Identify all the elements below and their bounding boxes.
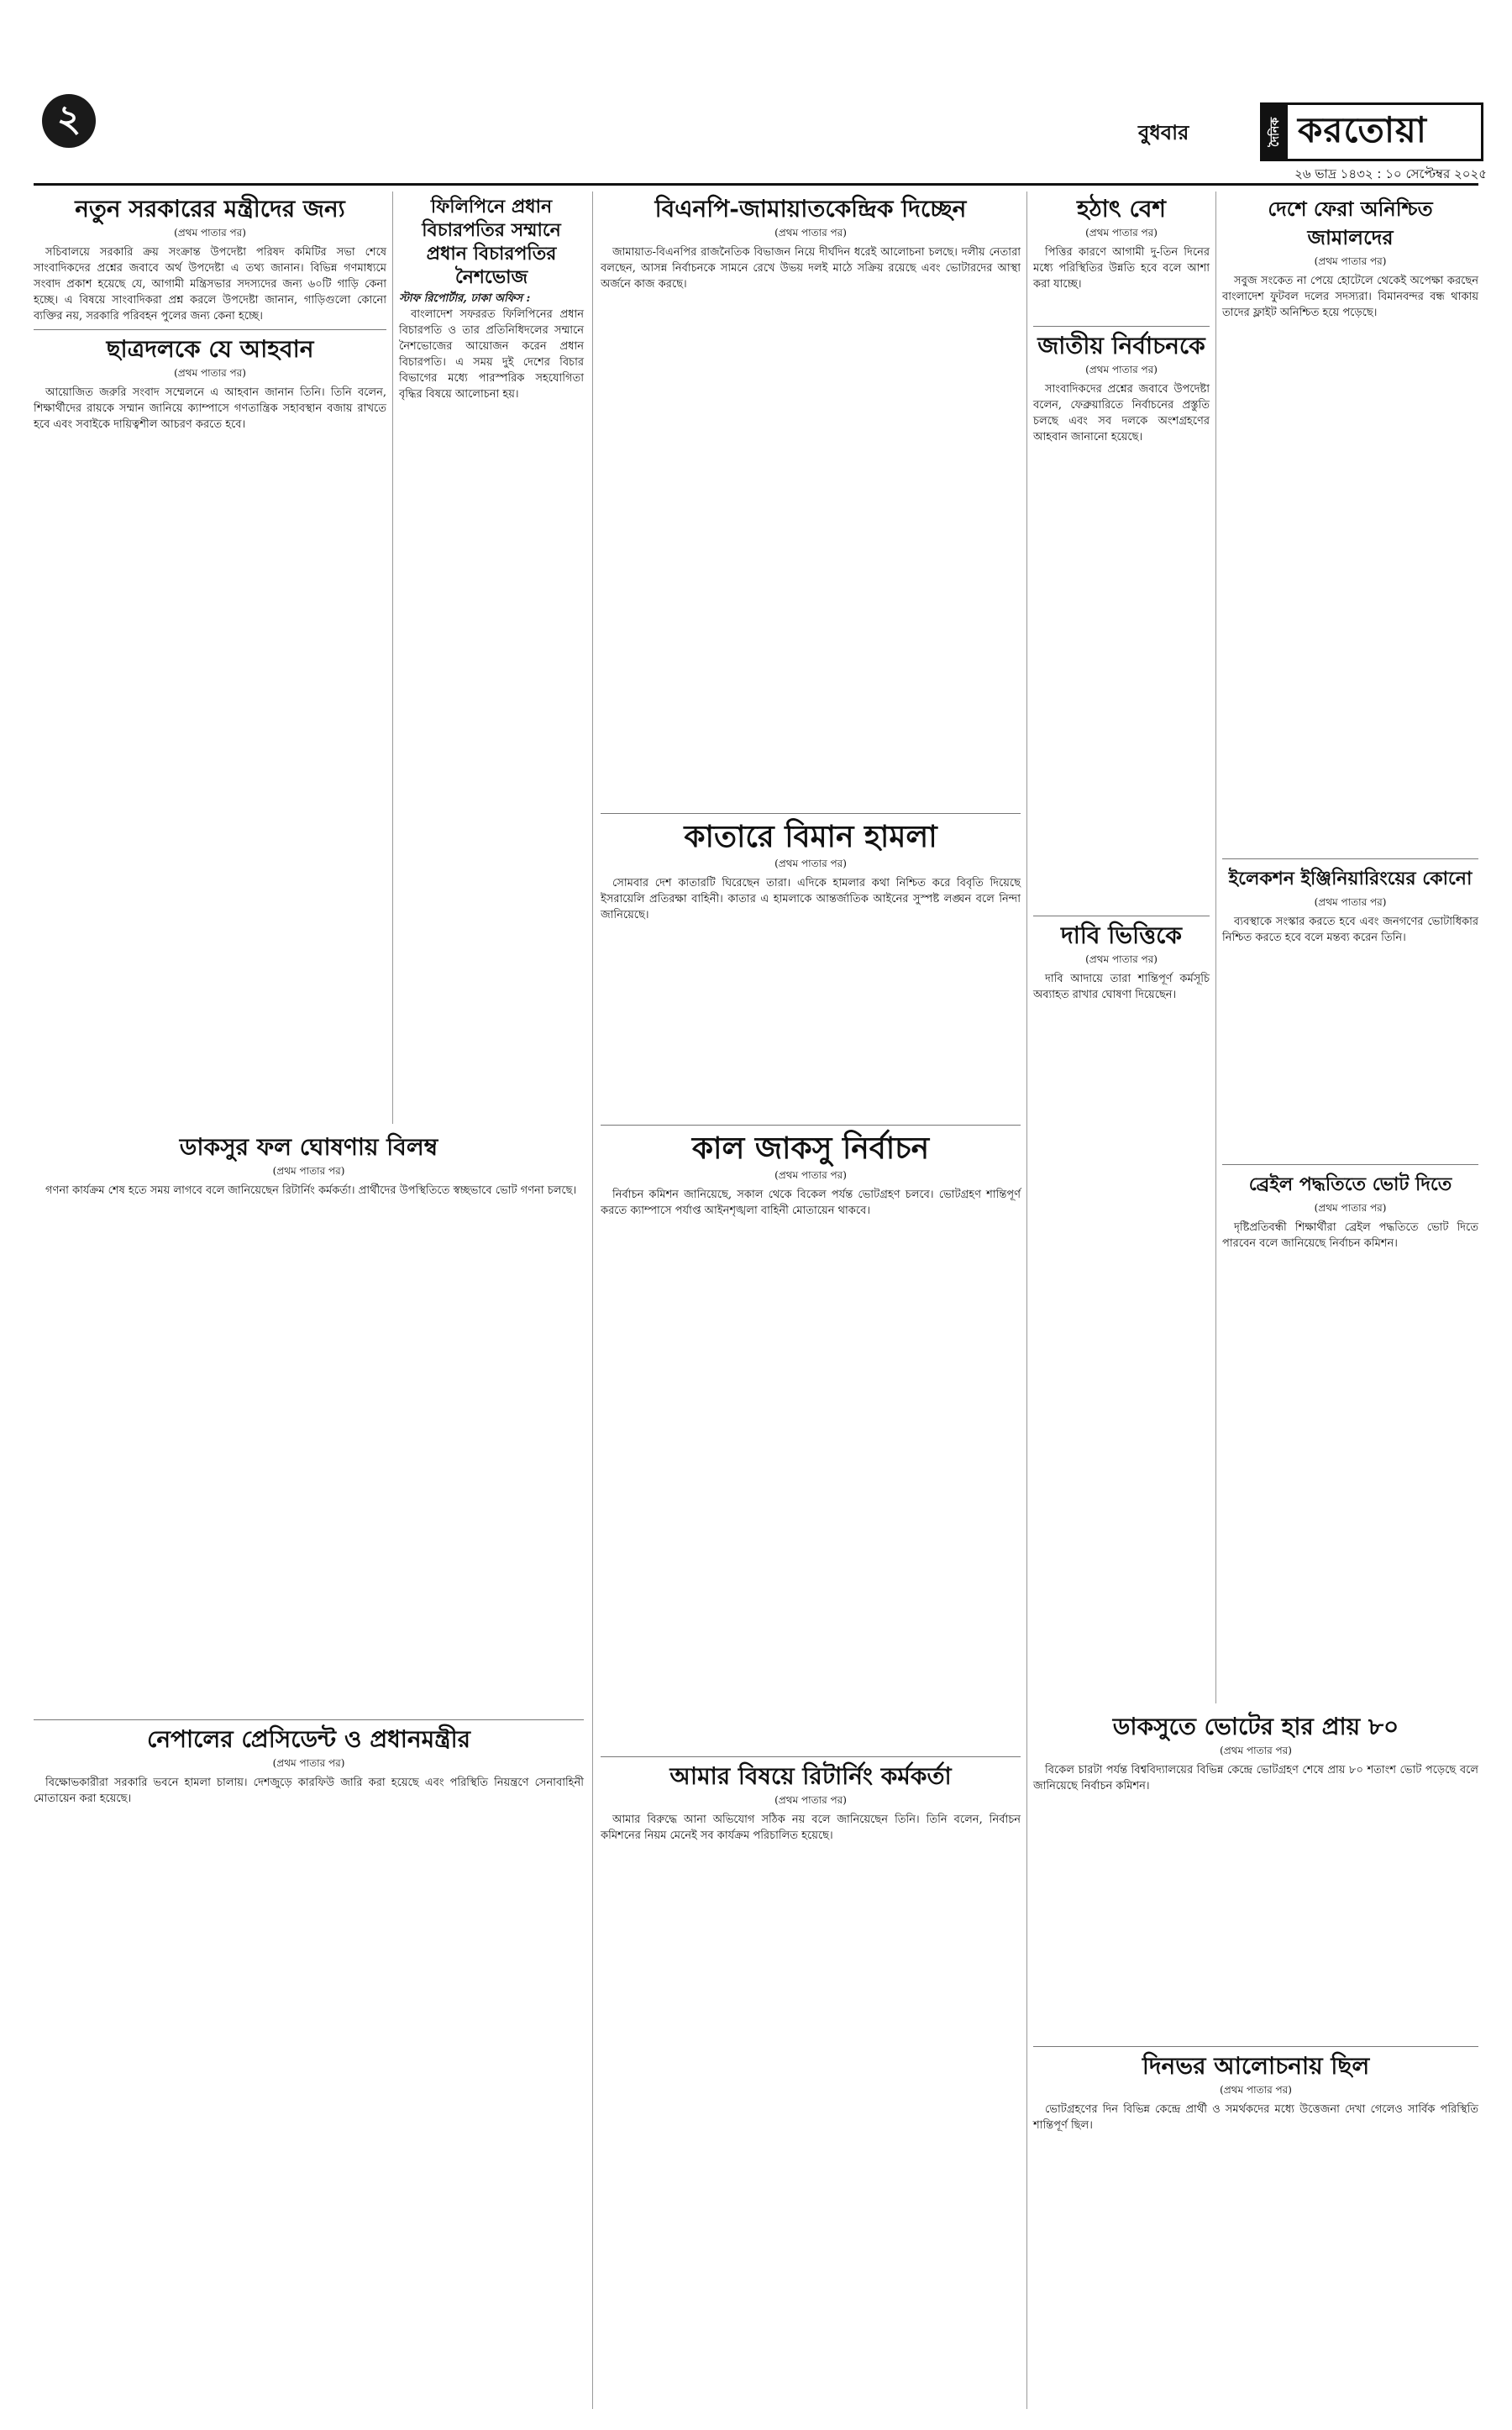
article-body: আয়োজিত জরুরি সংবাদ সম্মেলনে এ আহবান জানান তিনি। তিনি বলেন, শিক্ষার্থীদের রায়কে সম্মান জানিয়ে ক্যাম্পাসে গণতান্ত্রিক সহাবস্থান বজায় রাখতে হবে এবং সবাইকে দায়িত্বশীল আচরণ করতে হবে। (34, 386, 386, 431)
headline: ছাত্রদলকে যে আহবান (106, 335, 314, 363)
headline: কাল জাকসু নির্বাচন (691, 1131, 930, 1166)
continued-label: (প্রথম পাতার পর) (272, 1757, 345, 1769)
article-return-home (1222, 195, 1478, 321)
headline: বিএনপি-জামায়াতকেন্দ্রিক দিচ্ছেন (654, 195, 967, 223)
continued-label: (প্রথম পাতার পর) (774, 1169, 847, 1181)
article-body: পিত্তির কারণে আগামী দু-তিন দিনের মধ্যে পরিস্থিতির উন্নতি হবে বলে আশা করা যাচ্ছে। (1033, 246, 1210, 291)
logo-title: করতোয়া (1298, 108, 1427, 150)
continued-label: (প্রথম পাতার পর) (774, 858, 847, 869)
article-returning-officer (601, 1762, 1021, 1844)
headline: হঠাৎ বেশ (1076, 195, 1167, 223)
headline: জাতীয় নির্বাচনকে (1037, 332, 1205, 360)
column-2 (399, 192, 584, 404)
lower-right-block (1033, 1709, 1478, 2135)
article-body: বিকেল চারটা পর্যন্ত বিশ্ববিদ্যালয়ের বিভিন্ন কেন্দ্রে ভোটগ্রহণ শেষে প্রায় ৮০ শতাংশ ভোট পড়েছে বলে জানিয়েছে নির্বাচন কমিশন। (1033, 1764, 1478, 1792)
masthead-rule (34, 183, 1478, 186)
article-body: সবুজ সংকেত না পেয়ে হোটেলে থেকেই অপেক্ষা করছেন বাংলাদেশ ফুটবল দলের সদস্যরা। বিমানবন্দর বন্ধ থাকায় তাদের ফ্লাইট অনিশ্চিত হয়ে পড়েছে। (1222, 275, 1478, 319)
article-hothat (1033, 195, 1210, 292)
continued-label: (প্রথম পাতার পর) (1220, 1745, 1292, 1756)
article-engineering (1222, 864, 1478, 946)
column-middle (601, 192, 1021, 1845)
article-body: গণনা কার্যক্রম শেষ হতে সময় লাগবে বলে জানিয়েছেন রিটার্নিং কর্মকর্তা। প্রার্থীদের উপস্থিতিতে স্বচ্ছভাবে ভোট গণনা চলছে। (45, 1184, 577, 1197)
continued-label: (প্রথম পাতার পর) (1085, 227, 1158, 239)
article-students (34, 335, 386, 433)
headline: ডাকসুতে ভোটের হার প্রায় ৮০ (1112, 1713, 1399, 1740)
article-body: আমার বিরুদ্ধে আনা অভিযোগ সঠিক নয় বলে জানিয়েছেন তিনি। তিনি বলেন, নির্বাচন কমিশনের নিয়ম মেনেই সব কার্যক্রম পরিচালিত হয়েছে। (601, 1813, 1021, 1842)
article-body: সচিবালয়ে সরকারি ক্রয় সংক্রান্ত উপদেষ্টা পরিষদ কমিটির সভা শেষে সাংবাদিকদের প্রশ্নের জবাবে অর্থ উপদেষ্টা এ তথ্য জানান। বিভিন্ন গণমাধ্যমে সংবাদ প্রকাশ হয়েছে যে, আগামী মন্ত্রিসভার সদস্যদের জন্য ৬০টি গাড়ি কেনা হচ্ছে। এ বিষয়ে সাংবাদিকরা প্রশ্ন করলে উপদেষ্টা জানান, গাড়িগুলো কোনো ব্যক্তির নয়, সরকারি পরিবহন পুলের জন্য কেনা হচ্ছে। (34, 246, 386, 323)
headline: দিনভর আলোচনায় ছিল (1142, 2052, 1370, 2080)
headline: কাতারে বিমান হামলা (684, 819, 937, 854)
article-body: দৃষ্টিপ্রতিবন্ধী শিক্ষার্থীরা ব্রেইল পদ্ধতিতে ভোট দিতে পারবেন বলে জানিয়েছে নির্বাচন কমিশন। (1222, 1221, 1478, 1250)
article-body: ব্যবস্থাকে সংস্কার করতে হবে এবং জনগণের ভোটাধিকার নিশ্চিত করতে হবে বলে মন্তব্য করেন তিনি। (1222, 916, 1478, 944)
column-1 (34, 192, 386, 434)
headline: নেপালের প্রেসিডেন্ট ও প্রধানমন্ত্রীর (146, 1725, 471, 1753)
continued-label: (প্রথম পাতার পর) (1085, 364, 1158, 375)
article-body: দাবি আদায়ে তারা শান্তিপূর্ণ কর্মসূচি অব্যাহত রাখার ঘোষণা দিয়েছেন। (1033, 973, 1210, 1001)
article-national-election (1033, 332, 1210, 445)
article-body: বাংলাদেশ সফররত ফিলিপিনের প্রধান বিচারপতি ও তার প্রতিনিধিদলের সম্মানে নৈশভোজের আয়োজন করেন প্রধান বিচারপতি। এ সময় দুই দেশের বিচার বিভাগের মধ্যে পারস্পরিক সহযোগিতা বৃদ্ধির বিষয়ে আলোচনা হয়। (399, 308, 584, 401)
continued-label: (প্রথম পাতার পর) (272, 1165, 345, 1177)
article-ducsu-result (34, 1133, 584, 1199)
continued-label: (প্রথম পাতার পর) (1314, 896, 1387, 908)
headline: ডাকসুর ফল ঘোষণায় বিলম্ব (179, 1133, 438, 1161)
article-ministers (34, 195, 386, 324)
article-body: বিক্ষোভকারীরা সরকারি ভবনে হামলা চালায়। দেশজুড়ে কারফিউ জারি করা হয়েছে এবং পরিস্থিতি নিয়ন্ত্রণে সেনাবাহিনী মোতায়েন করা হয়েছে। (34, 1777, 584, 1805)
article-body: সোমবার দেশ কাতারটি ঘিরেছেন তারা। এদিকে হামলার কথা নিশ্চিত করে বিবৃতি দিয়েছে ইসরায়েলি প্রতিরক্ষা বাহিনী। কাতার এ হামলাকে আন্তর্জাতিক আইনের সুস্পষ্ট লঙ্ঘন বলে নিন্দা জানিয়েছে। (601, 877, 1021, 921)
headline: ইলেকশন ইঞ্জিনিয়ারিংয়ের কোনো (1228, 868, 1473, 890)
article-body: জামায়াত-বিএনপির রাজনৈতিক বিভাজন নিয়ে দীর্ঘদিন ধরেই আলোচনা চলছে। দলীয় নেতারা বলছেন, আসন্ন নির্বাচনকে সামনে রেখে উভয় দলই মাঠে সক্রিয় রয়েছে এবং ভোটারদের আস্থা অর্জনে কাজ করছে। (601, 246, 1021, 291)
continued-label: (প্রথম পাতার পর) (1085, 953, 1158, 965)
column-right (1222, 192, 1478, 1253)
article-body: সাংবাদিকদের প্রশ্নের জবাবে উপদেষ্টা বলেন, ফেব্রুয়ারিতে নির্বাচনের প্রস্তুতি চলছে এবং সব দলকে অংশগ্রহণের আহবান জানানো হয়েছে। (1033, 383, 1210, 443)
article-nepal (34, 1725, 584, 1807)
article-body: নির্বাচন কমিশন জানিয়েছে, সকাল থেকে বিকেল পর্যন্ত ভোটগ্রহণ চলবে। ভোটগ্রহণ শান্তিপূর্ণ করতে ক্যাম্পাসে পর্যাপ্ত আইনশৃঙ্খলা বাহিনী মোতায়েন থাকবে। (601, 1189, 1021, 1217)
article-philippines (399, 195, 584, 402)
column-right-center (1033, 192, 1210, 1005)
continued-label: (প্রথম পাতার পর) (774, 227, 847, 239)
headline: দাবি ভিত্তিকে (1061, 921, 1182, 949)
article-braille (1222, 1170, 1478, 1252)
article-qatar (601, 819, 1021, 923)
headline: ফিলিপিনে প্রধান বিচারপতির সম্মানে প্রধান বিচারপতির নৈশভোজ (422, 196, 561, 288)
lower-left-block (34, 1130, 584, 1808)
article-demand (1033, 921, 1210, 1003)
article-ducsu-vote (1033, 1713, 1478, 1794)
headline: ব্রেইল পদ্ধতিতে ভোট দিতে (1248, 1173, 1452, 1195)
page-number: ২ (42, 94, 96, 148)
headline: আমার বিষয়ে রিটার্নিং কর্মকর্তা (669, 1762, 952, 1790)
newspaper-logo (1260, 102, 1483, 161)
dateline: ২৬ ভাদ্র ১৪৩২ : ১০ সেপ্টেম্বর ২০২৫ (1294, 166, 1487, 181)
continued-label: (প্রথম পাতার পর) (174, 227, 246, 239)
logo-small-text: দৈনিক (1263, 105, 1288, 159)
byline: স্টাফ রিপোর্টার, ঢাকা অফিস : (399, 292, 531, 305)
article-bnp (601, 195, 1021, 292)
article-body: ভোটগ্রহণের দিন বিভিন্ন কেন্দ্রে প্রার্থী ও সমর্থকদের মধ্যে উত্তেজনা দেখা গেলেও সার্বিক পরিস্থিতি শান্তিপূর্ণ ছিল। (1033, 2103, 1478, 2132)
continued-label: (প্রথম পাতার পর) (1220, 2084, 1292, 2096)
continued-label: (প্রথম পাতার পর) (174, 367, 246, 379)
weekday: বুধবার (1138, 121, 1189, 144)
article-jucsu (601, 1131, 1021, 1219)
continued-label: (প্রথম পাতার পর) (1314, 1202, 1387, 1214)
masthead (0, 0, 1512, 181)
continued-label: (প্রথম পাতার পর) (1314, 255, 1387, 267)
continued-label: (প্রথম পাতার পর) (774, 1794, 847, 1806)
article-allday (1033, 2052, 1478, 2133)
headline: দেশে ফেরা অনিশ্চিত জামালদের (1268, 197, 1433, 249)
headline: নতুন সরকারের মন্ত্রীদের জন্য (75, 195, 345, 223)
